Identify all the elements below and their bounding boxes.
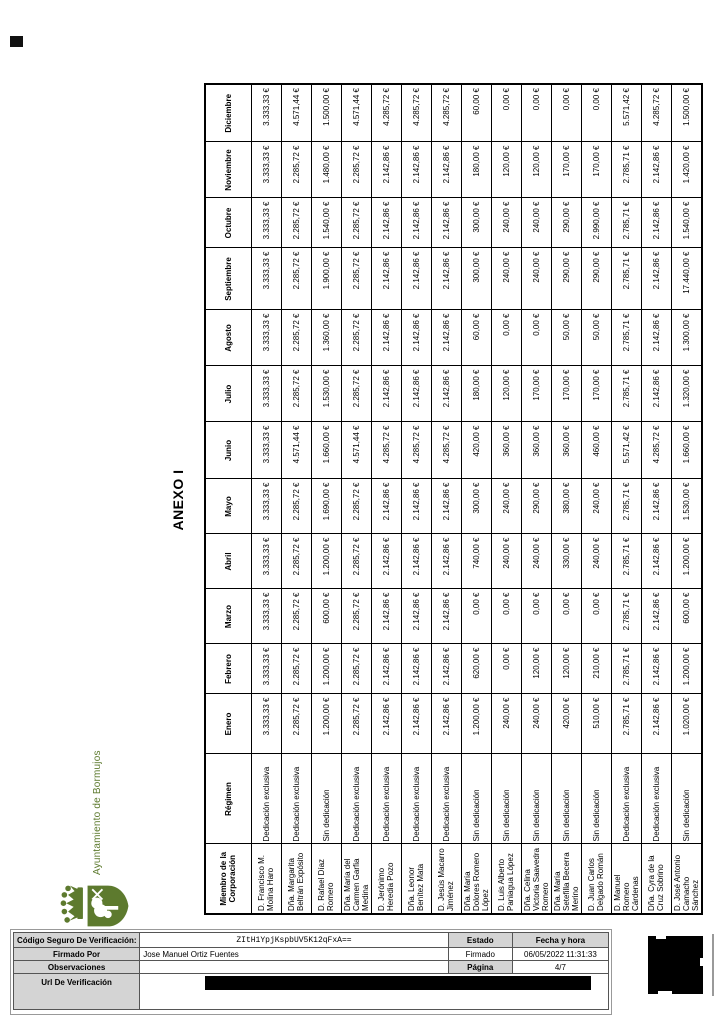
table-row bbox=[671, 84, 702, 914]
month-value-cell: 240,00 € bbox=[491, 198, 521, 248]
month-value-cell: 1.200,00 € bbox=[671, 644, 702, 694]
table-row bbox=[341, 84, 371, 914]
month-value-cell: 2.285,72 € bbox=[281, 310, 311, 366]
month-value-cell: 2.785,71 € bbox=[611, 694, 641, 754]
column-header: Noviembre bbox=[205, 142, 251, 198]
month-value-cell: 0,00 € bbox=[491, 589, 521, 644]
member-name-cell: Dña. Leonor Benítez Mata bbox=[401, 844, 431, 914]
month-value-cell: 3.333,33 € bbox=[251, 479, 281, 534]
month-value-cell: 60,00 € bbox=[461, 84, 491, 142]
column-header: Marzo bbox=[205, 589, 251, 644]
month-value-cell: 4.285,72 € bbox=[641, 84, 671, 142]
month-value-cell: 2.142,86 € bbox=[371, 198, 401, 248]
month-value-cell: 1.480,00 € bbox=[311, 142, 341, 198]
month-value-cell: 2.142,86 € bbox=[401, 644, 431, 694]
month-value-cell: 300,00 € bbox=[461, 479, 491, 534]
month-value-cell: 2.142,86 € bbox=[431, 198, 461, 248]
regimen-cell: Sin dedicación bbox=[311, 754, 341, 844]
month-value-cell: 240,00 € bbox=[491, 534, 521, 589]
month-value-cell: 1.690,00 € bbox=[311, 479, 341, 534]
month-value-cell: 2.285,72 € bbox=[281, 366, 311, 422]
month-value-cell: 0,00 € bbox=[581, 84, 611, 142]
month-value-cell: 1.530,00 € bbox=[311, 366, 341, 422]
month-value-cell: 3.333,33 € bbox=[251, 534, 281, 589]
month-value-cell: 2.142,86 € bbox=[401, 198, 431, 248]
csv-value: ZItH1YpjKspbUV5K12qFxA== bbox=[140, 933, 449, 948]
month-value-cell: 1.660,00 € bbox=[671, 422, 702, 479]
month-value-cell: 2.142,86 € bbox=[641, 589, 671, 644]
month-value-cell: 2.785,71 € bbox=[611, 310, 641, 366]
month-value-cell: 2.142,86 € bbox=[641, 644, 671, 694]
month-value-cell: 2.285,72 € bbox=[281, 248, 311, 310]
member-name-cell: Dña. Celina Victoria Saavedra Romero bbox=[521, 844, 551, 914]
table-row bbox=[371, 84, 401, 914]
month-value-cell: 2.285,72 € bbox=[281, 198, 311, 248]
month-value-cell: 2.142,86 € bbox=[371, 248, 401, 310]
month-value-cell: 300,00 € bbox=[461, 198, 491, 248]
month-value-cell: 170,00 € bbox=[581, 142, 611, 198]
month-value-cell: 2.142,86 € bbox=[431, 589, 461, 644]
member-name-cell: Dña. María Dolores Romero López bbox=[461, 844, 491, 914]
pagina-header: Página bbox=[448, 961, 512, 974]
month-value-cell: 170,00 € bbox=[521, 366, 551, 422]
month-value-cell: 2.285,72 € bbox=[281, 694, 311, 754]
month-value-cell: 170,00 € bbox=[551, 366, 581, 422]
month-value-cell: 2.142,86 € bbox=[371, 310, 401, 366]
month-value-cell: 420,00 € bbox=[551, 694, 581, 754]
month-value-cell: 4.571,44 € bbox=[341, 422, 371, 479]
month-value-cell: 50,00 € bbox=[551, 310, 581, 366]
month-value-cell: 2.142,86 € bbox=[401, 694, 431, 754]
month-value-cell: 1.200,00 € bbox=[311, 644, 341, 694]
url-label: Url De Verificación bbox=[14, 974, 140, 1010]
month-value-cell: 2.142,86 € bbox=[641, 479, 671, 534]
month-value-cell: 2.785,71 € bbox=[611, 366, 641, 422]
month-value-cell: 1.500,00 € bbox=[311, 84, 341, 142]
month-value-cell: 2.142,86 € bbox=[641, 248, 671, 310]
column-header: Miembro de la Corporación bbox=[205, 844, 251, 914]
regimen-cell: Sin dedicación bbox=[671, 754, 702, 844]
month-value-cell: 3.333,33 € bbox=[251, 248, 281, 310]
month-value-cell: 2.285,72 € bbox=[281, 142, 311, 198]
month-value-cell: 0,00 € bbox=[581, 589, 611, 644]
table-body bbox=[251, 84, 702, 914]
fecha-value: 06/05/2022 11:31:33 bbox=[512, 948, 608, 961]
month-value-cell: 0,00 € bbox=[461, 589, 491, 644]
month-value-cell: 2.142,86 € bbox=[401, 589, 431, 644]
month-value-cell: 2.142,86 € bbox=[431, 142, 461, 198]
month-value-cell: 2.142,86 € bbox=[401, 310, 431, 366]
month-value-cell: 2.142,86 € bbox=[431, 694, 461, 754]
table-row bbox=[521, 84, 551, 914]
month-value-cell: 3.333,33 € bbox=[251, 644, 281, 694]
column-header: Diciembre bbox=[205, 84, 251, 142]
month-value-cell: 290,00 € bbox=[551, 248, 581, 310]
month-value-cell: 2.142,86 € bbox=[431, 366, 461, 422]
month-value-cell: 240,00 € bbox=[491, 479, 521, 534]
pagina-value: 4/7 bbox=[512, 961, 608, 974]
month-value-cell: 330,00 € bbox=[551, 534, 581, 589]
member-name-cell: Dña. Margarita Beltrán Expósito bbox=[281, 844, 311, 914]
month-value-cell: 600,00 € bbox=[671, 589, 702, 644]
month-value-cell: 2.142,86 € bbox=[371, 366, 401, 422]
table-header bbox=[205, 84, 251, 914]
month-value-cell: 240,00 € bbox=[581, 479, 611, 534]
month-value-cell: 420,00 € bbox=[461, 422, 491, 479]
firmado-por-label: Firmado Por bbox=[14, 948, 140, 961]
month-value-cell: 0,00 € bbox=[491, 310, 521, 366]
member-name-cell: D. Jesús Macarro Jiménez bbox=[431, 844, 461, 914]
month-value-cell: 2.785,71 € bbox=[611, 479, 641, 534]
month-value-cell: 2.142,86 € bbox=[401, 142, 431, 198]
member-name-cell: D. Manuel Romero Cárdenas bbox=[611, 844, 641, 914]
month-value-cell: 4.285,72 € bbox=[401, 422, 431, 479]
month-value-cell: 1.500,00 € bbox=[671, 84, 702, 142]
month-value-cell: 2.285,72 € bbox=[341, 534, 371, 589]
column-header: Julio bbox=[205, 366, 251, 422]
table-row bbox=[251, 84, 281, 914]
month-value-cell: 2.142,86 € bbox=[371, 694, 401, 754]
month-value-cell: 1.020,00 € bbox=[671, 694, 702, 754]
month-value-cell: 2.785,71 € bbox=[611, 644, 641, 694]
observaciones-value bbox=[140, 961, 449, 974]
member-name-cell: D. Juan Carlos Delgado Román bbox=[581, 844, 611, 914]
member-name-cell: Dña. María Setefilla Becerra Merino bbox=[551, 844, 581, 914]
month-value-cell: 240,00 € bbox=[521, 534, 551, 589]
month-value-cell: 240,00 € bbox=[491, 694, 521, 754]
verification-table bbox=[13, 932, 609, 1010]
month-value-cell: 620,00 € bbox=[461, 644, 491, 694]
anexo-table bbox=[204, 83, 703, 915]
month-value-cell: 1.900,00 € bbox=[311, 248, 341, 310]
month-value-cell: 300,00 € bbox=[461, 248, 491, 310]
url-value-cell bbox=[140, 974, 609, 1010]
ayuntamiento-logo bbox=[58, 750, 136, 932]
table-row bbox=[431, 84, 461, 914]
month-value-cell: 4.571,44 € bbox=[281, 422, 311, 479]
month-value-cell: 2.142,86 € bbox=[431, 248, 461, 310]
month-value-cell: 5.571,42 € bbox=[611, 84, 641, 142]
column-header: Septiembre bbox=[205, 248, 251, 310]
month-value-cell: 2.285,72 € bbox=[281, 644, 311, 694]
month-value-cell: 2.142,86 € bbox=[371, 534, 401, 589]
regimen-cell: Dedicación exclusiva bbox=[281, 754, 311, 844]
month-value-cell: 2.285,72 € bbox=[341, 694, 371, 754]
month-value-cell: 1.200,00 € bbox=[311, 694, 341, 754]
month-value-cell: 2.142,86 € bbox=[401, 366, 431, 422]
month-value-cell: 120,00 € bbox=[521, 644, 551, 694]
qr-code-icon bbox=[648, 936, 703, 994]
month-value-cell: 600,00 € bbox=[311, 589, 341, 644]
table-row bbox=[551, 84, 581, 914]
month-value-cell: 2.285,72 € bbox=[281, 534, 311, 589]
regimen-cell: Dedicación exclusiva bbox=[341, 754, 371, 844]
month-value-cell: 740,00 € bbox=[461, 534, 491, 589]
regimen-cell: Sin dedicación bbox=[491, 754, 521, 844]
page-fold-line bbox=[712, 934, 714, 996]
month-value-cell: 240,00 € bbox=[581, 534, 611, 589]
observaciones-label: Observaciones bbox=[14, 961, 140, 974]
table-row bbox=[491, 84, 521, 914]
month-value-cell: 0,00 € bbox=[521, 589, 551, 644]
month-value-cell: 2.990,00 € bbox=[581, 198, 611, 248]
redacted-url-bar bbox=[205, 976, 591, 990]
table-row bbox=[311, 84, 341, 914]
regimen-cell: Dedicación exclusiva bbox=[401, 754, 431, 844]
month-value-cell: 1.660,00 € bbox=[311, 422, 341, 479]
month-value-cell: 360,00 € bbox=[551, 422, 581, 479]
month-value-cell: 170,00 € bbox=[551, 142, 581, 198]
member-name-cell: D. Luis Alberto Paniagua López bbox=[491, 844, 521, 914]
month-value-cell: 1.200,00 € bbox=[671, 534, 702, 589]
month-value-cell: 2.142,86 € bbox=[431, 310, 461, 366]
month-value-cell: 3.333,33 € bbox=[251, 84, 281, 142]
month-value-cell: 240,00 € bbox=[521, 694, 551, 754]
month-value-cell: 1.300,00 € bbox=[671, 310, 702, 366]
month-value-cell: 380,00 € bbox=[551, 479, 581, 534]
month-value-cell: 4.285,72 € bbox=[371, 84, 401, 142]
month-value-cell: 3.333,33 € bbox=[251, 422, 281, 479]
month-value-cell: 120,00 € bbox=[491, 366, 521, 422]
month-value-cell: 0,00 € bbox=[491, 84, 521, 142]
regimen-cell: Sin dedicación bbox=[581, 754, 611, 844]
month-value-cell: 2.142,86 € bbox=[371, 479, 401, 534]
month-value-cell: 0,00 € bbox=[551, 84, 581, 142]
month-value-cell: 3.333,33 € bbox=[251, 142, 281, 198]
month-value-cell: 180,00 € bbox=[461, 142, 491, 198]
month-value-cell: 3.333,33 € bbox=[251, 589, 281, 644]
month-value-cell: 50,00 € bbox=[581, 310, 611, 366]
regimen-cell: Sin dedicación bbox=[521, 754, 551, 844]
column-header: Mayo bbox=[205, 479, 251, 534]
month-value-cell: 3.333,33 € bbox=[251, 694, 281, 754]
month-value-cell: 4.285,72 € bbox=[431, 84, 461, 142]
column-header: Abril bbox=[205, 534, 251, 589]
table-row bbox=[461, 84, 491, 914]
regimen-cell: Dedicación exclusiva bbox=[431, 754, 461, 844]
month-value-cell: 0,00 € bbox=[491, 644, 521, 694]
month-value-cell: 1.530,00 € bbox=[671, 479, 702, 534]
month-value-cell: 5.571,42 € bbox=[611, 422, 641, 479]
table-row bbox=[611, 84, 641, 914]
column-header: Junio bbox=[205, 422, 251, 479]
month-value-cell: 2.785,71 € bbox=[611, 198, 641, 248]
month-value-cell: 4.285,72 € bbox=[401, 84, 431, 142]
month-value-cell: 2.285,72 € bbox=[281, 479, 311, 534]
csv-label: Código Seguro De Verificación: bbox=[14, 933, 140, 948]
month-value-cell: 0,00 € bbox=[521, 84, 551, 142]
month-value-cell: 290,00 € bbox=[521, 479, 551, 534]
month-value-cell: 360,00 € bbox=[521, 422, 551, 479]
month-value-cell: 240,00 € bbox=[521, 198, 551, 248]
month-value-cell: 170,00 € bbox=[581, 366, 611, 422]
month-value-cell: 60,00 € bbox=[461, 310, 491, 366]
member-name-cell: Dña. Cyra de la Cruz Sobrino bbox=[641, 844, 671, 914]
month-value-cell: 2.285,72 € bbox=[341, 198, 371, 248]
month-value-cell: 1.200,00 € bbox=[461, 694, 491, 754]
month-value-cell: 2.142,86 € bbox=[401, 479, 431, 534]
month-value-cell: 4.285,72 € bbox=[641, 422, 671, 479]
bormujos-coat-of-arms-icon bbox=[59, 880, 136, 932]
month-value-cell: 2.285,72 € bbox=[281, 589, 311, 644]
month-value-cell: 2.142,86 € bbox=[431, 534, 461, 589]
month-value-cell: 2.285,72 € bbox=[341, 248, 371, 310]
month-value-cell: 17.440,00 € bbox=[671, 248, 702, 310]
month-value-cell: 460,00 € bbox=[581, 422, 611, 479]
table-row bbox=[401, 84, 431, 914]
scan-artifact-mark bbox=[10, 36, 23, 47]
logo-text: Ayuntamiento de Bormujos bbox=[91, 750, 103, 875]
month-value-cell: 0,00 € bbox=[521, 310, 551, 366]
month-value-cell: 240,00 € bbox=[521, 248, 551, 310]
member-name-cell: D. Francisco M. Molina Haro bbox=[251, 844, 281, 914]
month-value-cell: 2.285,72 € bbox=[341, 644, 371, 694]
regimen-cell: Sin dedicación bbox=[461, 754, 491, 844]
month-value-cell: 180,00 € bbox=[461, 366, 491, 422]
member-name-cell: D. José Antonio Camacho Sánchez bbox=[671, 844, 702, 914]
month-value-cell: 4.571,44 € bbox=[281, 84, 311, 142]
month-value-cell: 120,00 € bbox=[491, 142, 521, 198]
column-header: Febrero bbox=[205, 644, 251, 694]
rotated-content bbox=[170, 85, 712, 915]
column-header: Agosto bbox=[205, 310, 251, 366]
month-value-cell: 2.785,71 € bbox=[611, 534, 641, 589]
month-value-cell: 2.785,71 € bbox=[611, 248, 641, 310]
month-value-cell: 2.142,86 € bbox=[401, 534, 431, 589]
table-row bbox=[281, 84, 311, 914]
month-value-cell: 2.142,86 € bbox=[641, 142, 671, 198]
month-value-cell: 2.285,72 € bbox=[341, 366, 371, 422]
regimen-cell: Dedicación exclusiva bbox=[611, 754, 641, 844]
month-value-cell: 1.540,00 € bbox=[671, 198, 702, 248]
month-value-cell: 2.285,72 € bbox=[341, 142, 371, 198]
month-value-cell: 0,00 € bbox=[551, 589, 581, 644]
month-value-cell: 290,00 € bbox=[551, 198, 581, 248]
member-name-cell: D. Rafael Díaz Romero bbox=[311, 844, 341, 914]
month-value-cell: 2.142,86 € bbox=[641, 310, 671, 366]
regimen-cell: Dedicación exclusiva bbox=[641, 754, 671, 844]
month-value-cell: 4.571,44 € bbox=[341, 84, 371, 142]
month-value-cell: 2.785,71 € bbox=[611, 142, 641, 198]
month-value-cell: 2.142,86 € bbox=[371, 142, 401, 198]
month-value-cell: 2.142,86 € bbox=[371, 589, 401, 644]
month-value-cell: 2.285,72 € bbox=[341, 589, 371, 644]
month-value-cell: 2.142,86 € bbox=[431, 479, 461, 534]
column-header: Régimen bbox=[205, 754, 251, 844]
month-value-cell: 2.142,86 € bbox=[641, 198, 671, 248]
estado-value: Firmado bbox=[448, 948, 512, 961]
month-value-cell: 3.333,33 € bbox=[251, 366, 281, 422]
month-value-cell: 1.320,00 € bbox=[671, 366, 702, 422]
month-value-cell: 1.540,00 € bbox=[311, 198, 341, 248]
month-value-cell: 290,00 € bbox=[581, 248, 611, 310]
regimen-cell: Dedicación exclusiva bbox=[251, 754, 281, 844]
month-value-cell: 3.333,33 € bbox=[251, 198, 281, 248]
month-value-cell: 2.785,71 € bbox=[611, 589, 641, 644]
month-value-cell: 210,00 € bbox=[581, 644, 611, 694]
month-value-cell: 2.142,86 € bbox=[641, 534, 671, 589]
column-header: Enero bbox=[205, 694, 251, 754]
regimen-cell: Sin dedicación bbox=[551, 754, 581, 844]
table-row bbox=[641, 84, 671, 914]
month-value-cell: 2.142,86 € bbox=[641, 366, 671, 422]
month-value-cell: 4.285,72 € bbox=[431, 422, 461, 479]
member-name-cell: Dña. María del Carmen Garfia Medina bbox=[341, 844, 371, 914]
month-value-cell: 120,00 € bbox=[551, 644, 581, 694]
table-row bbox=[581, 84, 611, 914]
month-value-cell: 1.420,00 € bbox=[671, 142, 702, 198]
month-value-cell: 2.285,72 € bbox=[341, 310, 371, 366]
month-value-cell: 120,00 € bbox=[521, 142, 551, 198]
page-title: ANEXO I bbox=[170, 469, 186, 531]
month-value-cell: 2.142,86 € bbox=[431, 644, 461, 694]
regimen-cell: Dedicación exclusiva bbox=[371, 754, 401, 844]
firmado-por-value: Jose Manuel Ortiz Fuentes bbox=[140, 948, 449, 961]
month-value-cell: 2.142,86 € bbox=[401, 248, 431, 310]
month-value-cell: 3.333,33 € bbox=[251, 310, 281, 366]
month-value-cell: 1.200,00 € bbox=[311, 534, 341, 589]
fecha-header: Fecha y hora bbox=[512, 933, 608, 948]
estado-header: Estado bbox=[448, 933, 512, 948]
month-value-cell: 510,00 € bbox=[581, 694, 611, 754]
month-value-cell: 2.285,72 € bbox=[341, 479, 371, 534]
month-value-cell: 240,00 € bbox=[491, 248, 521, 310]
month-value-cell: 2.142,86 € bbox=[641, 694, 671, 754]
column-header: Octubre bbox=[205, 198, 251, 248]
member-name-cell: D. Jerónimo Heredia Pozo bbox=[371, 844, 401, 914]
month-value-cell: 1.360,00 € bbox=[311, 310, 341, 366]
month-value-cell: 360,00 € bbox=[491, 422, 521, 479]
month-value-cell: 2.142,86 € bbox=[371, 644, 401, 694]
signature-footer bbox=[10, 929, 612, 1015]
month-value-cell: 4.285,72 € bbox=[371, 422, 401, 479]
